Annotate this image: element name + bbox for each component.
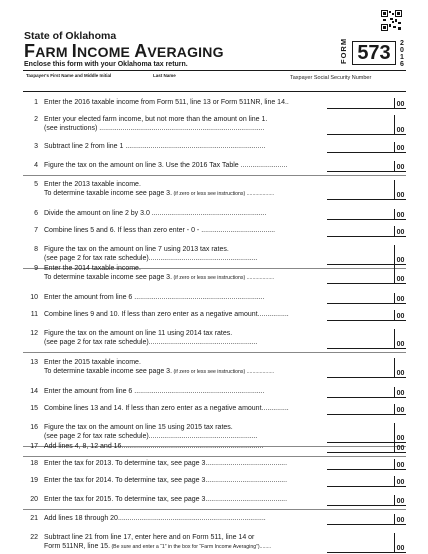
line-number: 11 [30,311,38,318]
line-number: 9 [34,265,38,272]
form-line-22 [23,533,406,552]
last-name-field[interactable]: Last Name [153,73,176,78]
amount-field-line-22[interactable] [327,533,406,553]
line-description: Combine lines 13 and 14. If less than zero enter as a negative amount.............. [44,405,289,412]
form-line-6 [23,209,406,219]
line-number: 13 [30,359,38,366]
line-number: 17 [30,443,38,450]
cents-field: 00 [394,142,406,152]
amount-field-line-21[interactable] [327,514,406,525]
line-number: 10 [30,294,38,301]
cents-field: 00 [394,98,406,108]
form-line-20 [23,495,406,505]
line-number: 22 [30,534,38,541]
form-line-8 [23,245,406,264]
amount-field-line-13[interactable] [327,358,406,378]
line-number: 3 [34,143,38,150]
amount-field-line-18[interactable] [327,459,406,470]
amount-field-line-9[interactable] [327,264,406,284]
line-description: Add lines 4, 8, 12 and 16......................................................................... [44,443,264,450]
amount-field-line-1[interactable] [327,98,406,109]
amount-field-line-17[interactable] [327,442,406,453]
form-line-11 [23,310,406,320]
line-description: Enter the tax for 2015. To determine tax, see page 3.......................................... [44,496,288,503]
line-number: 14 [30,388,38,395]
line-number: 1 [34,99,38,106]
state-name: State of Oklahoma [24,30,117,42]
form-number: 573 [352,41,396,65]
form-line-10 [23,293,406,303]
taxpayer-info-row [23,70,406,92]
amount-field-line-10[interactable] [327,293,406,304]
line-number: 19 [30,477,38,484]
section-divider [23,509,406,510]
section-divider [23,352,406,353]
section-divider [23,175,406,176]
amount-field-line-6[interactable] [327,209,406,220]
first-name-field[interactable]: Taxpayer's First Name and Middle Initial [26,73,112,78]
amount-field-line-2[interactable] [327,115,406,135]
line-description: Enter your elected farm income, but not more than the amount on line 1. (see instructions) ..................................................................................... [44,116,268,132]
form-line-9 [23,264,406,283]
line-description: Figure the tax on the amount on line 11 using 2014 tax rates. (see page 2 for tax rate schedule)........................................................ [44,330,258,346]
line-description: Add lines 18 through 20............................................................................ [44,515,266,522]
form-line-2 [23,115,406,134]
cents-field: 00 [394,115,406,134]
line-description: Figure the tax on the amount on line 3. Use the 2016 Tax Table ........................ [44,162,288,169]
line-description: Enter the 2016 taxable income from Form 511, line 13 or Form 511NR, line 14.. [44,99,289,106]
cents-field: 00 [394,533,406,552]
line-number: 2 [34,116,38,123]
line-description: Enter the amount from line 6 ................................................................... [44,388,265,395]
form-line-19 [23,476,406,486]
qr-code-icon [381,10,402,31]
line-description: Enter the tax for 2014. To determine tax, see page 3.......................................... [44,477,288,484]
line-description: Enter the 2014 taxable income. To determine taxable income see page 3. (if zero or less see instructions) ................... [44,265,275,281]
line-number: 16 [30,424,38,431]
line-description: Enter the amount from line 6 ................................................................... [44,294,265,301]
form-line-12 [23,329,406,348]
line-description: Subtract line 2 from line 1 ........................................................................ [44,143,266,150]
line-description: Figure the tax on the amount on line 7 using 2013 tax rates. (see page 2 for tax rate schedule)........................................................ [44,246,258,262]
line-description: Enter the tax for 2013. To determine tax, see page 3.......................................... [44,460,288,467]
cents-field: 00 [394,514,406,524]
line-number: 6 [34,210,38,217]
line-number: 8 [34,246,38,253]
form-line-18 [23,459,406,469]
line-number: 20 [30,496,38,503]
line-number: 4 [34,162,38,169]
line-number: 15 [30,405,38,412]
cents-field: 00 [394,245,406,264]
cents-field: 00 [394,226,406,236]
form-line-3 [23,142,406,152]
form-line-1 [23,98,406,108]
cents-field: 00 [394,264,406,283]
cents-field: 00 [394,310,406,320]
amount-field-line-19[interactable] [327,476,406,487]
cents-field: 00 [394,423,406,442]
amount-field-line-14[interactable] [327,387,406,398]
cents-field: 00 [394,209,406,219]
form-line-17 [23,442,406,452]
form-line-5 [23,180,406,199]
amount-field-line-7[interactable] [327,226,406,237]
amount-field-line-11[interactable] [327,310,406,321]
line-description: Enter the 2013 taxable income. To determine taxable income see page 3. (if zero or less see instructions) ................... [44,181,275,197]
amount-field-line-15[interactable] [327,404,406,415]
line-description: Combine lines 9 and 10. If less than zero enter as a negative amount................ [44,311,289,318]
line-number: 7 [34,227,38,234]
line-description: Subtract line 21 from line 17, enter here and on Form 511, line 14 or Form 511NR, line 15. (Be sure and enter a “1” in the box for “Farm Income Averaging”)........ [44,534,272,550]
cents-field: 00 [394,293,406,303]
line-number: 5 [34,181,38,188]
cents-field: 00 [394,387,406,397]
amount-field-line-8[interactable] [327,245,406,265]
enclose-instruction: Enclose this form with your Oklahoma tax return. [24,61,188,68]
amount-field-line-20[interactable] [327,495,406,506]
form-line-15 [23,404,406,414]
amount-field-line-16[interactable] [327,423,406,443]
cents-field: 00 [394,459,406,469]
form-line-14 [23,387,406,397]
form-title: FARM INCOME AVERAGING [24,41,224,61]
section-divider [23,456,406,457]
form-line-4 [23,161,406,171]
form-line-13 [23,358,406,377]
cents-field: 00 [394,180,406,199]
tax-year: 2 0 1 6 [400,40,404,68]
line-description: Divide the amount on line 2 by 3.0 ........................................................... [44,210,267,217]
line-number: 12 [30,330,38,337]
cents-field: 00 [394,329,406,348]
cents-field: 00 [394,495,406,505]
amount-field-line-4[interactable] [327,161,406,172]
line-description: Enter the 2015 taxable income. To determine taxable income see page 3. (if zero or less see instructions) ................... [44,359,275,375]
line-description: Figure the tax on the amount on line 15 using 2015 tax rates. (see page 2 for tax rate schedule)........................................................ [44,424,258,440]
form-label: FORM [339,37,348,64]
form-line-21 [23,514,406,524]
cents-field: 00 [394,442,406,452]
cents-field: 00 [394,161,406,171]
form-line-16 [23,423,406,442]
form-line-7 [23,226,406,236]
cents-field: 00 [394,476,406,486]
ssn-field[interactable]: Taxpayer Social Security Number [290,75,372,81]
cents-field: 00 [394,358,406,377]
line-number: 21 [30,515,38,522]
line-description: Combine lines 5 and 6. If less than zero enter - 0 - ...................................... [44,227,276,234]
cents-field: 00 [394,404,406,414]
amount-field-line-3[interactable] [327,142,406,153]
amount-field-line-12[interactable] [327,329,406,349]
line-number: 18 [30,460,38,467]
amount-field-line-5[interactable] [327,180,406,200]
